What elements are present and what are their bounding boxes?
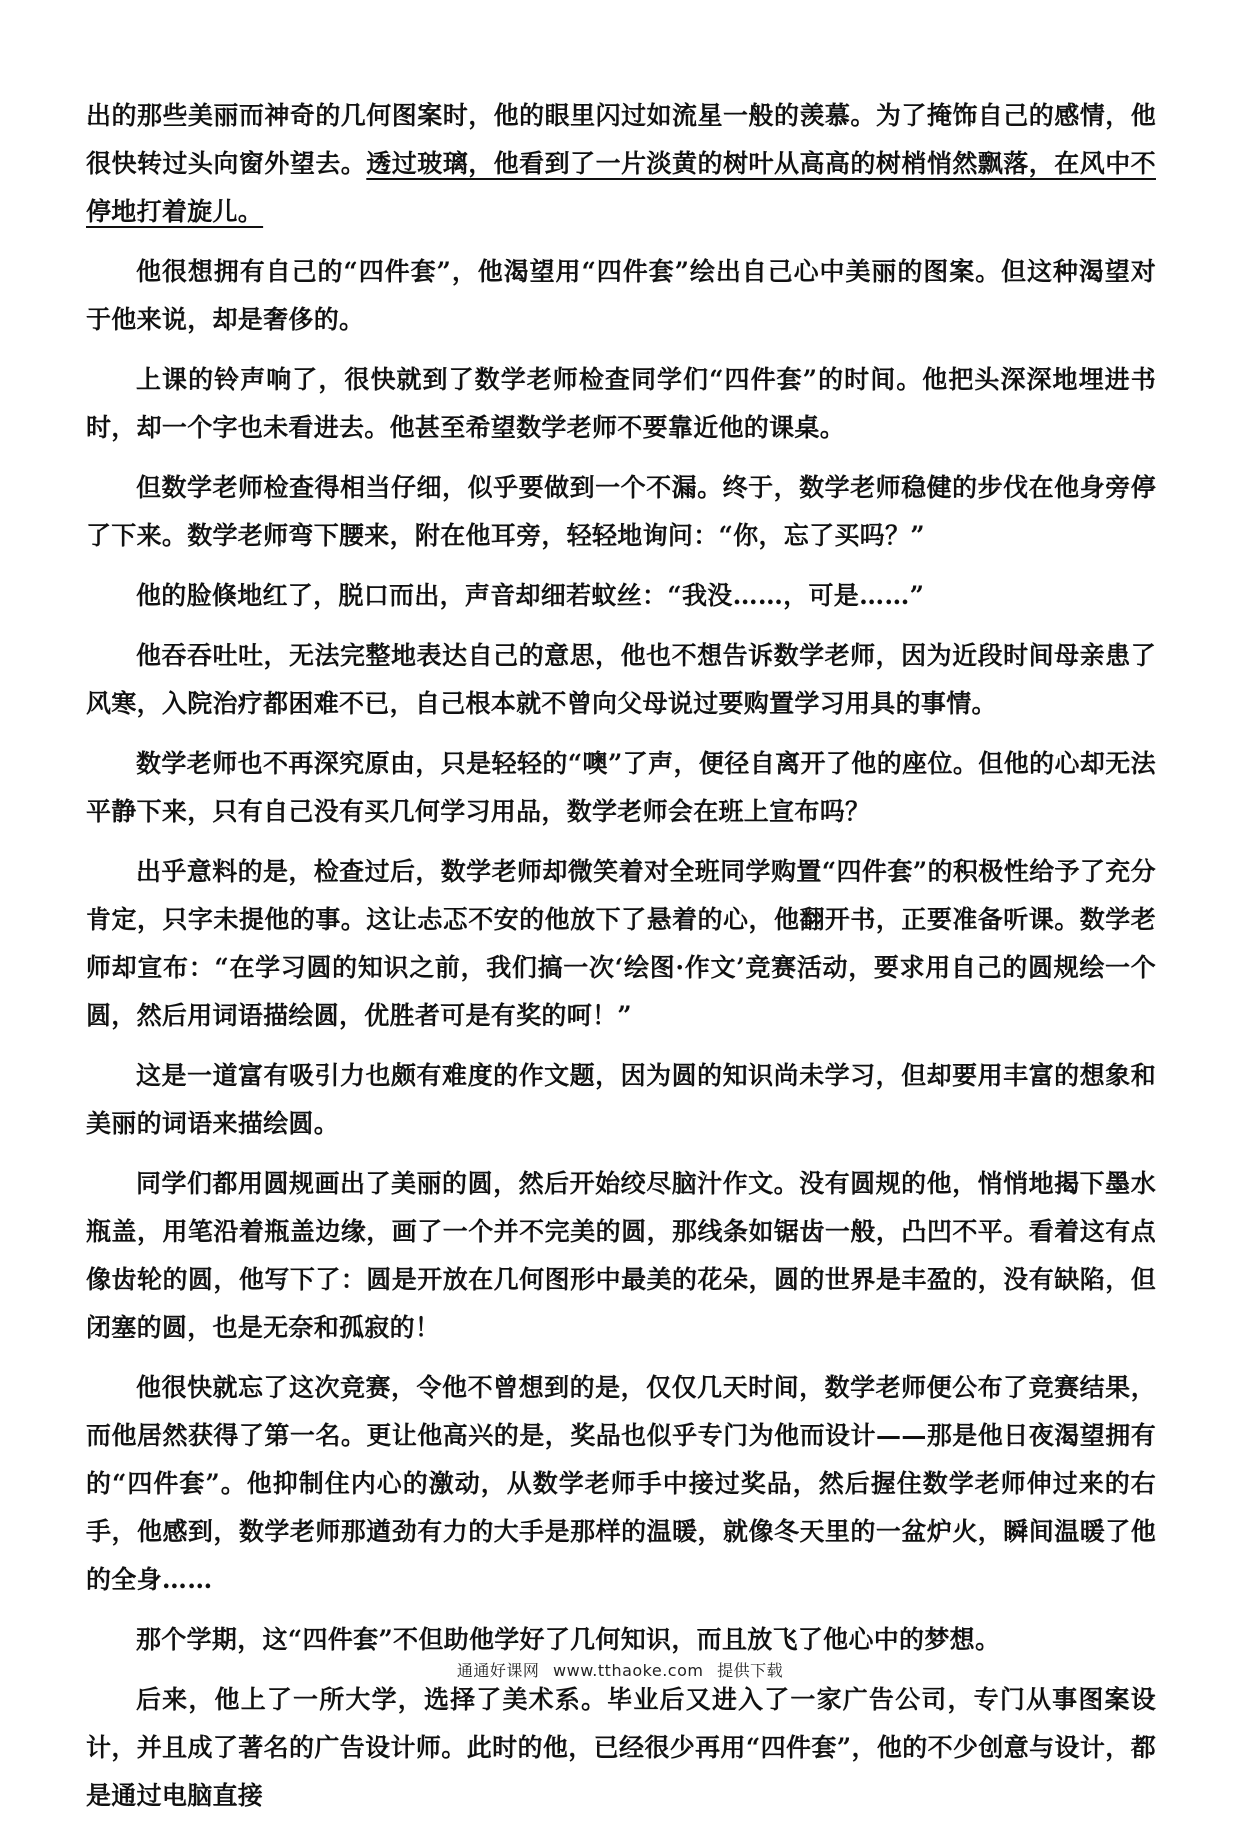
paragraph-7: 数学老师也不再深究原由，只是轻轻的“噢”了声，便径自离开了他的座位。但他的心却无法平静下来，只有自己没有买几何学习用品，数学老师会在班上宣布吗？ (86, 749, 1156, 826)
paragraph-9: 这是一道富有吸引力也颇有难度的作文题，因为圆的知识尚未学习，但却要用丰富的想象和美丽的词语来描绘圆。 (86, 1061, 1156, 1138)
paragraph-3: 上课的铃声响了，很快就到了数学老师检查同学们“四件套”的时间。他把头深深地埋进书时，却一个字也未看进去。他甚至希望数学老师不要靠近他的课桌。 (86, 365, 1156, 442)
paragraph-6: 他吞吞吐吐，无法完整地表达自己的意思，他也不想告诉数学老师，因为近段时间母亲患了风寒，入院治疗都困难不已，自己根本就不曾向父母说过要购置学习用具的事情。 (86, 641, 1156, 718)
paragraph-12: 那个学期，这“四件套”不但助他学好了几何知识，而且放飞了他心中的梦想。 (136, 1625, 1001, 1654)
page-footer (0, 1658, 1240, 1681)
document-body (86, 92, 1156, 1832)
paragraph-2: 他很想拥有自己的“四件套”，他渴望用“四件套”绘出自己心中美丽的图案。但这种渴望对于他来说，却是奢侈的。 (86, 257, 1156, 334)
underlined-sentence: 透过玻璃，他看到了一片淡黄的树叶从高高的树梢悄然飘落，在风中不停地打着旋儿。 (86, 149, 1156, 226)
paragraph-1 (86, 92, 1156, 236)
footer-url[interactable]: www.tthaoke.com (553, 1661, 704, 1680)
paragraph-13: 后来，他上了一所大学，选择了美术系。毕业后又进入了一家广告公司，专门从事图案设计，并且成了著名的广告设计师。此时的他，已经很少再用“四件套”，他的不少创意与设计，都是通过电脑直接 (86, 1685, 1156, 1810)
paragraph-10: 同学们都用圆规画出了美丽的圆，然后开始绞尽脑汁作文。没有圆规的他，悄悄地揭下墨水瓶盖，用笔沿着瓶盖边缘，画了一个并不完美的圆，那线条如锯齿一般，凸凹不平。看着这有点像齿轮的圆，他写下了：圆是开放在几何图形中最美的花朵，圆的世界是丰盈的，没有缺陷，但闭塞的圆，也是无奈和孤寂的！ (86, 1169, 1156, 1342)
footer-note: 提供下载 (717, 1661, 784, 1680)
paragraph-1-text: 出的那些美丽而神奇的几何图案时，他的眼里闪过如流星一般的羡慕。为了掩饰自己的感情，他很快转过头向窗外望去。 (86, 101, 1156, 178)
paragraph-5: 他的脸倏地红了，脱口而出，声音却细若蚊丝：“我没……，可是……” (136, 581, 925, 610)
paragraph-11: 他很快就忘了这次竞赛，令他不曾想到的是，仅仅几天时间，数学老师便公布了竞赛结果，而他居然获得了第一名。更让他高兴的是，奖品也似乎专门为他而设计——那是他日夜渴望拥有的“四件套”。他抑制住内心的激动，从数学老师手中接过奖品，然后握住数学老师伸过来的右手，他感到，数学老师那遒劲有力的大手是那样的温暖，就像冬天里的一盆炉火，瞬间温暖了他的全身…… (86, 1373, 1156, 1594)
paragraph-4: 但数学老师检查得相当仔细，似乎要做到一个不漏。终于，数学老师稳健的步伐在他身旁停了下来。数学老师弯下腰来，附在他耳旁，轻轻地询问：“你，忘了买吗？” (86, 473, 1156, 550)
footer-site-name: 通通好课网 (456, 1661, 540, 1680)
paragraph-8: 出乎意料的是，检查过后，数学老师却微笑着对全班同学购置“四件套”的积极性给予了充分肯定，只字未提他的事。这让忐忑不安的他放下了悬着的心，他翻开书，正要准备听课。数学老师却宣布：“在学习圆的知识之前，我们搞一次‘绘图·作文’竞赛活动，要求用自己的圆规绘一个圆，然后用词语描绘圆，优胜者可是有奖的呵！” (86, 857, 1156, 1030)
